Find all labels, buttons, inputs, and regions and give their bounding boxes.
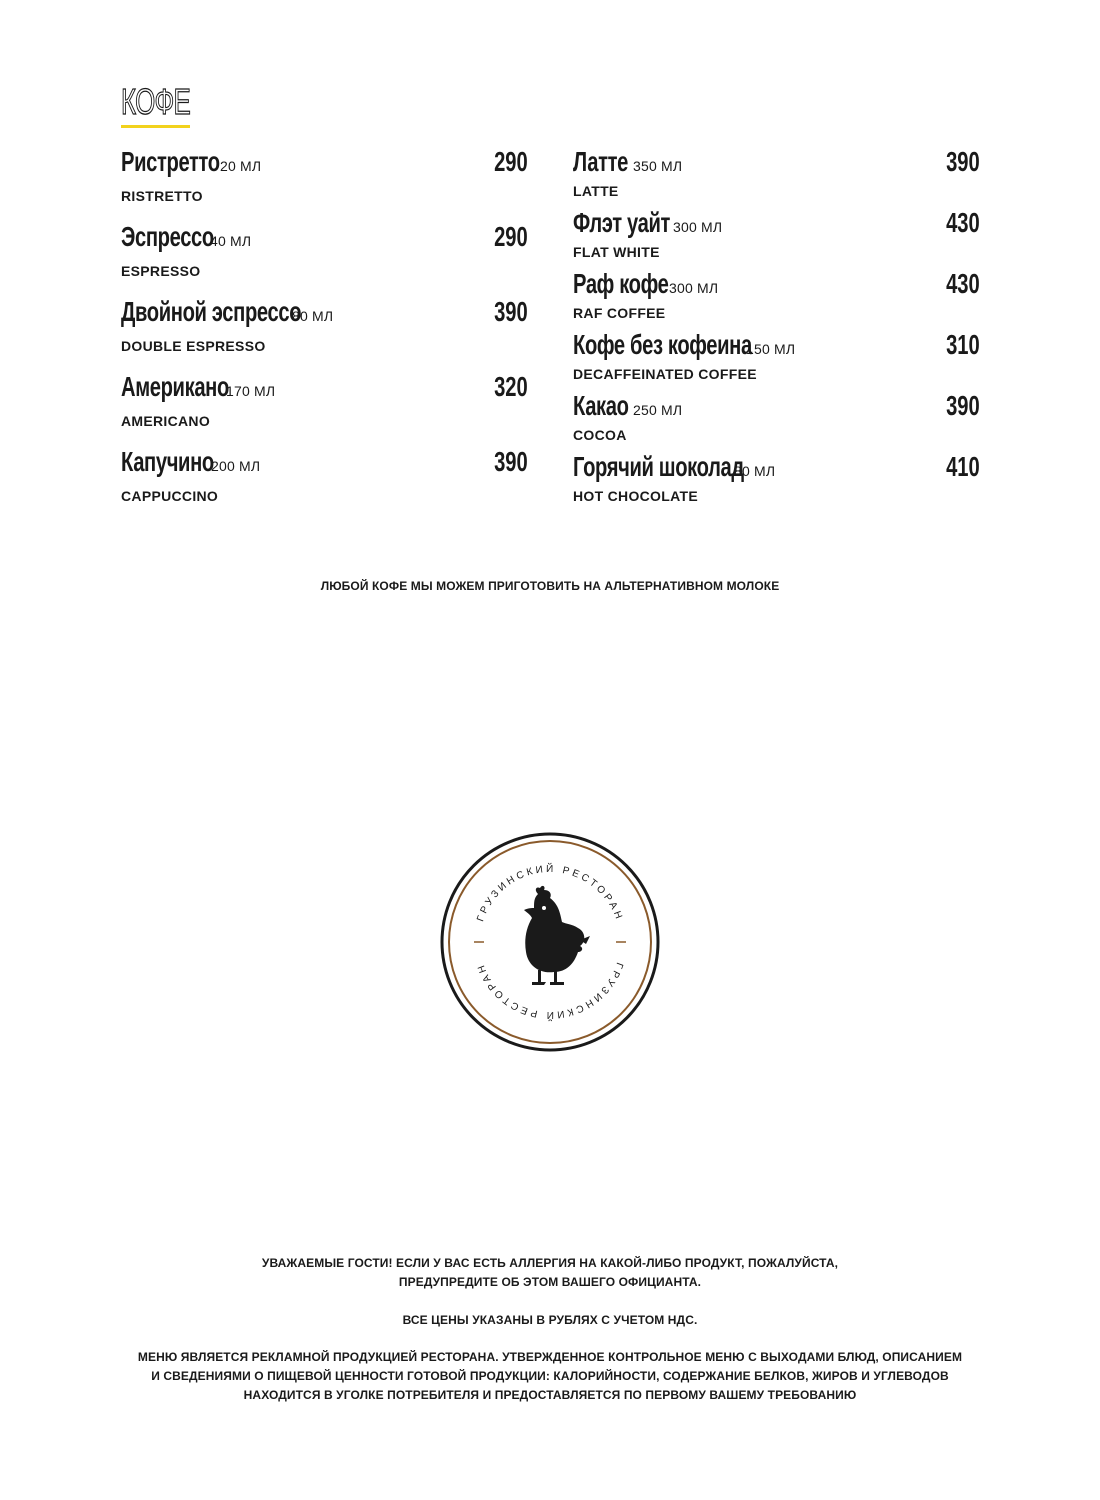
item-volume: 350 МЛ bbox=[633, 158, 683, 174]
item-name: Кофе без кофеина bbox=[573, 329, 752, 360]
allergy-line-1: УВАЖАЕМЫЕ ГОСТИ! ЕСЛИ У ВАС ЕСТЬ АЛЛЕРГИЯ НА КАКОЙ-ЛИБО ПРОДУКТ, ПОЖАЛУЙСТА, bbox=[261, 1256, 839, 1270]
item-price: 390 bbox=[494, 296, 528, 327]
item-name: Флэт уайт bbox=[573, 207, 671, 238]
item-name: Какао bbox=[573, 390, 629, 421]
item-name-en: LATTE bbox=[573, 183, 619, 199]
prices-line: ВСЕ ЦЕНЫ УКАЗАНЫ В РУБЛЯХ С УЧЕТОМ НДС. bbox=[402, 1313, 698, 1327]
item-price: 390 bbox=[946, 146, 980, 177]
menu-item-cocoa bbox=[573, 390, 980, 451]
item-price: 290 bbox=[494, 146, 528, 177]
item-price: 430 bbox=[946, 207, 980, 238]
item-name-en: RISTRETTO bbox=[121, 188, 203, 204]
item-price: 320 bbox=[494, 371, 528, 402]
item-volume: 300 МЛ bbox=[673, 219, 723, 235]
legal-line-1: МЕНЮ ЯВЛЯЕТСЯ РЕКЛАМНОЙ ПРОДУКЦИЕЙ РЕСТОРАНА. УТВЕРЖДЕННОЕ КОНТРОЛЬНОЕ МЕНЮ С ВЫХОДАМИ БЛЮД, ОПИСАНИЕМ bbox=[137, 1350, 963, 1364]
menu-item-americano bbox=[121, 371, 528, 446]
item-name: Ристретто bbox=[121, 146, 220, 177]
menu-item-decaf-coffee bbox=[573, 329, 980, 390]
item-name: Латте bbox=[573, 146, 629, 177]
item-name: Американо bbox=[121, 371, 229, 402]
item-volume: 20 МЛ bbox=[220, 158, 262, 174]
restaurant-logo bbox=[440, 832, 660, 1052]
item-name-en: ESPRESSO bbox=[121, 263, 201, 279]
legal-line-2: И СВЕДЕНИЯМИ О ПИЩЕВОЙ ЦЕННОСТИ ГОТОВОЙ ПРОДУКЦИИ: КАЛОРИЙНОСТИ, СОДЕРЖАНИЕ БЕЛКОВ, ЖИРОВ И УГЛЕВОДОВ bbox=[151, 1369, 949, 1383]
allergy-notice bbox=[0, 1254, 1100, 1292]
item-volume: 200 МЛ bbox=[211, 458, 261, 474]
item-volume: 300 МЛ bbox=[669, 280, 719, 296]
menu-item-ristretto bbox=[121, 146, 528, 221]
item-volume: 170 МЛ bbox=[226, 383, 276, 399]
item-volume: 80 МЛ bbox=[292, 308, 334, 324]
menu-item-flat-white bbox=[573, 207, 980, 268]
item-volume: 150 МЛ bbox=[746, 341, 796, 357]
logo-ring-text-top: ГРУЗИНСКИЙ РЕСТОРАН bbox=[475, 863, 625, 924]
menu-item-espresso bbox=[121, 221, 528, 296]
title-underline bbox=[121, 125, 190, 128]
item-price: 310 bbox=[946, 329, 980, 360]
item-name-en: AMERICANO bbox=[121, 413, 211, 429]
legal-notice bbox=[0, 1348, 1100, 1405]
item-name-en: DOUBLE ESPRESSO bbox=[121, 338, 266, 354]
item-name-en: RAF COFFEE bbox=[573, 305, 666, 321]
item-price: 410 bbox=[946, 451, 980, 482]
item-price: 390 bbox=[946, 390, 980, 421]
item-name: Двойной эспрессо bbox=[121, 296, 302, 327]
item-name-en: DECAFFEINATED COFFEE bbox=[573, 366, 757, 382]
item-volume: 40 МЛ bbox=[210, 233, 252, 249]
item-volume: 80 МЛ bbox=[734, 463, 776, 479]
item-name-en: CAPPUCCINO bbox=[121, 488, 219, 504]
menu-column-left bbox=[121, 146, 528, 521]
legal-line-3: НАХОДИТСЯ В УГОЛКЕ ПОТРЕБИТЕЛЯ И ПРЕДОСТАВЛЯЕТСЯ ПО ПЕРВОМУ ВАШЕМУ ТРЕБОВАНИЮ bbox=[243, 1388, 857, 1402]
item-price: 290 bbox=[494, 221, 528, 252]
alternative-milk-note: ЛЮБОЙ КОФЕ МЫ МОЖЕМ ПРИГОТОВИТЬ НА АЛЬТЕРНАТИВНОМ МОЛОКЕ bbox=[320, 579, 780, 593]
item-name-en: COCOA bbox=[573, 427, 627, 443]
allergy-line-2: ПРЕДУПРЕДИТЕ ОБ ЭТОМ ВАШЕГО ОФИЦИАНТА. bbox=[398, 1275, 702, 1289]
item-price: 430 bbox=[946, 268, 980, 299]
item-name: Раф кофе bbox=[573, 268, 669, 299]
item-name: Капучино bbox=[121, 446, 214, 477]
menu-item-double-espresso bbox=[121, 296, 528, 371]
logo-ring-text-bottom: ГРУЗИНСКИЙ РЕСТОРАН bbox=[475, 960, 625, 1021]
menu-item-latte bbox=[573, 146, 980, 207]
item-volume: 250 МЛ bbox=[633, 402, 683, 418]
prices-notice bbox=[0, 1311, 1100, 1330]
menu-column-right bbox=[573, 146, 980, 512]
item-name-en: HOT CHOCOLATE bbox=[573, 488, 698, 504]
menu-item-hot-chocolate bbox=[573, 451, 980, 512]
section-title: КОФЕ bbox=[121, 81, 191, 122]
item-name: Эспрессо bbox=[121, 221, 214, 252]
menu-item-cappuccino bbox=[121, 446, 528, 521]
item-name-en: FLAT WHITE bbox=[573, 244, 660, 260]
item-name: Горячий шоколад bbox=[573, 451, 744, 482]
menu-item-raf-coffee bbox=[573, 268, 980, 329]
item-price: 390 bbox=[494, 446, 528, 477]
